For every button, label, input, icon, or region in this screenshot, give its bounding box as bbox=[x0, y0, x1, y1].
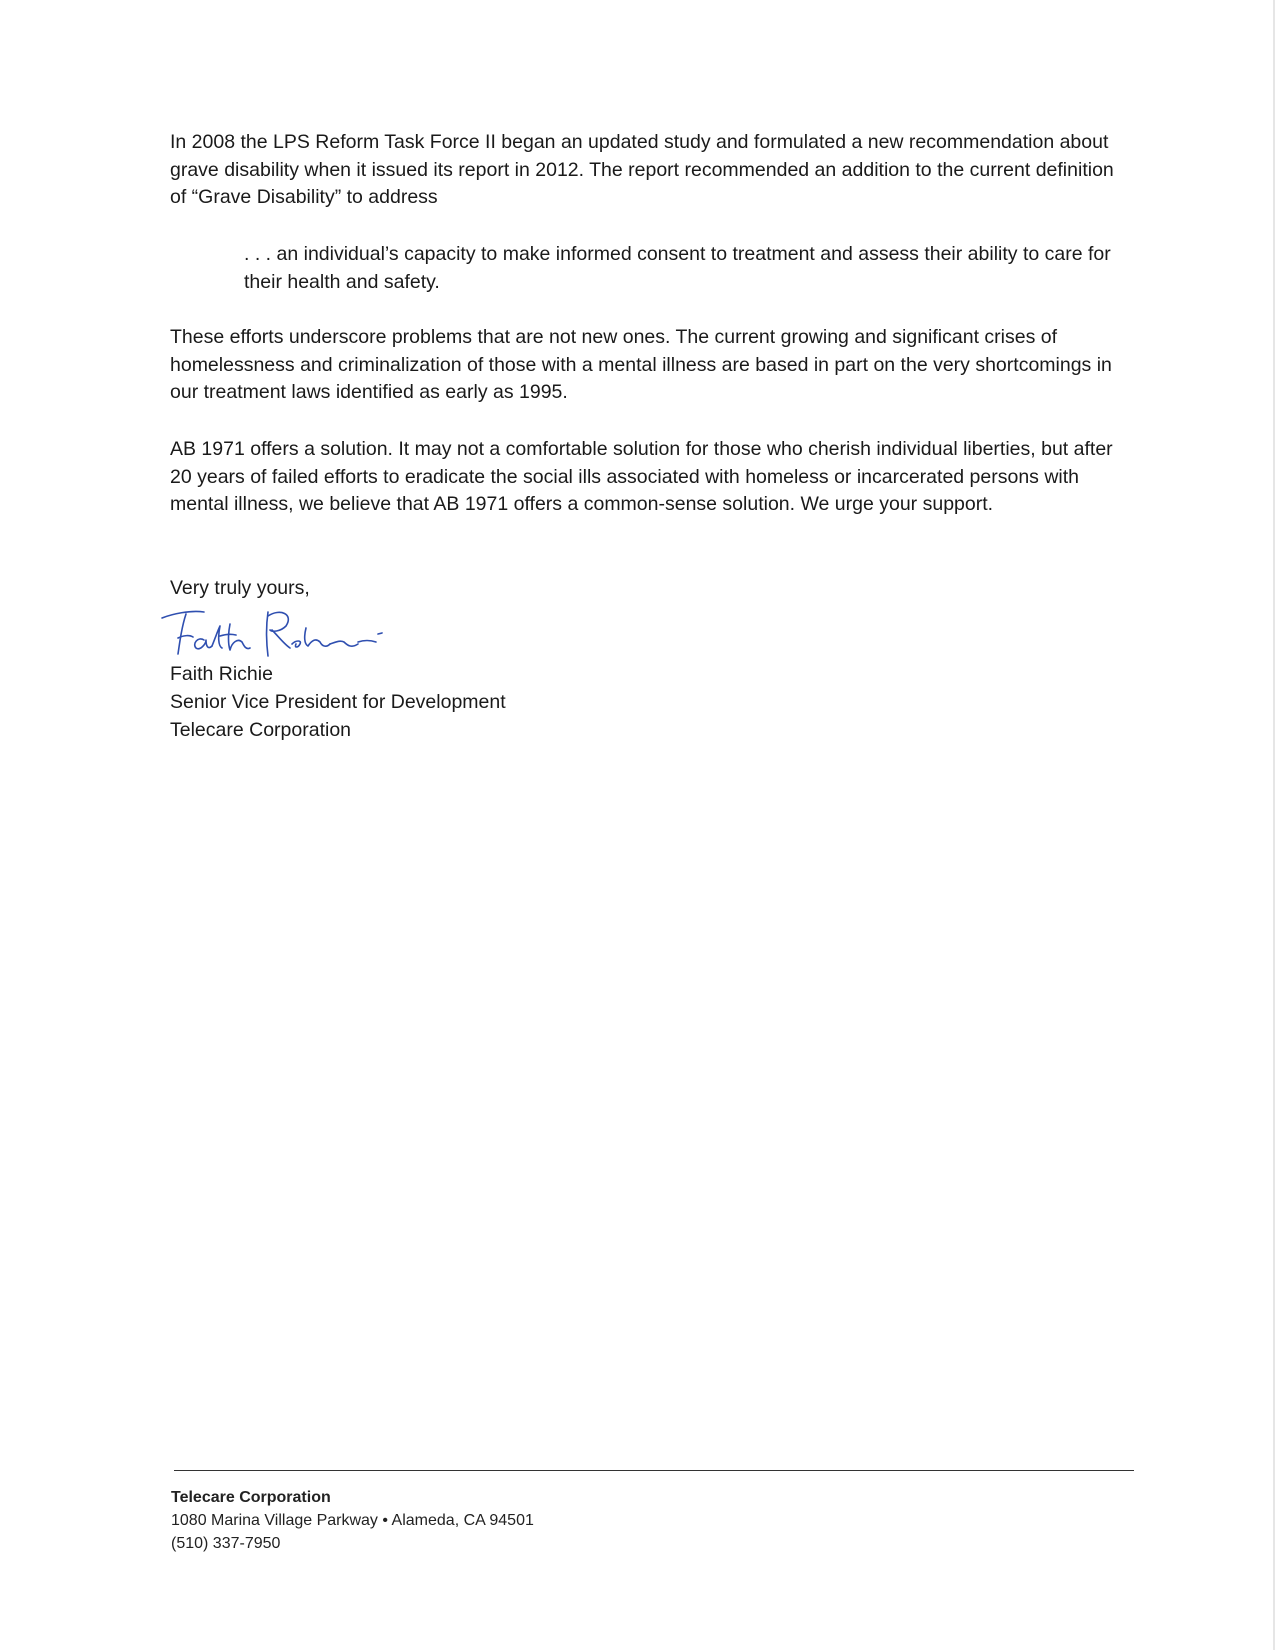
signer-title: Senior Vice President for Development bbox=[170, 691, 506, 713]
footer-divider bbox=[174, 1470, 1134, 1471]
footer-address: 1080 Marina Village Parkway • Alameda, CA 94501 bbox=[171, 1512, 534, 1529]
block-quote: . . . an individual’s capacity to make informed consent to treatment and assess their ability to care for their health and safety. bbox=[244, 243, 1111, 293]
signer-name: Faith Richie bbox=[170, 663, 273, 685]
paragraph-1: In 2008 the LPS Reform Task Force II began an updated study and formulated a new recommendation about grave disability when it issued its report in 2012. The report recommended an addition to the current definition of “Grave Disability” to address bbox=[170, 131, 1114, 208]
handwritten-signature bbox=[160, 604, 390, 664]
signature-block bbox=[170, 660, 506, 744]
signer-organization: Telecare Corporation bbox=[170, 719, 352, 741]
letterhead-footer bbox=[171, 1486, 534, 1555]
paragraph-3: AB 1971 offers a solution. It may not a comfortable solution for those who cherish individual liberties, but after 20 years of failed efforts to eradicate the social ills associated with homeless or incarcerated persons with mental illness, we believe that AB 1971 offers a common-sense solution. We urge your support. bbox=[170, 438, 1113, 515]
closing-salutation: Very truly yours, bbox=[170, 577, 310, 599]
footer-company: Telecare Corporation bbox=[171, 1489, 331, 1506]
footer-phone: (510) 337-7950 bbox=[171, 1535, 281, 1552]
paragraph-2: These efforts underscore problems that are not new ones. The current growing and significant crises of homelessness and criminalization of those with a mental illness are based in part on the very shortcomings in our treatment laws identified as early as 1995. bbox=[170, 326, 1112, 403]
